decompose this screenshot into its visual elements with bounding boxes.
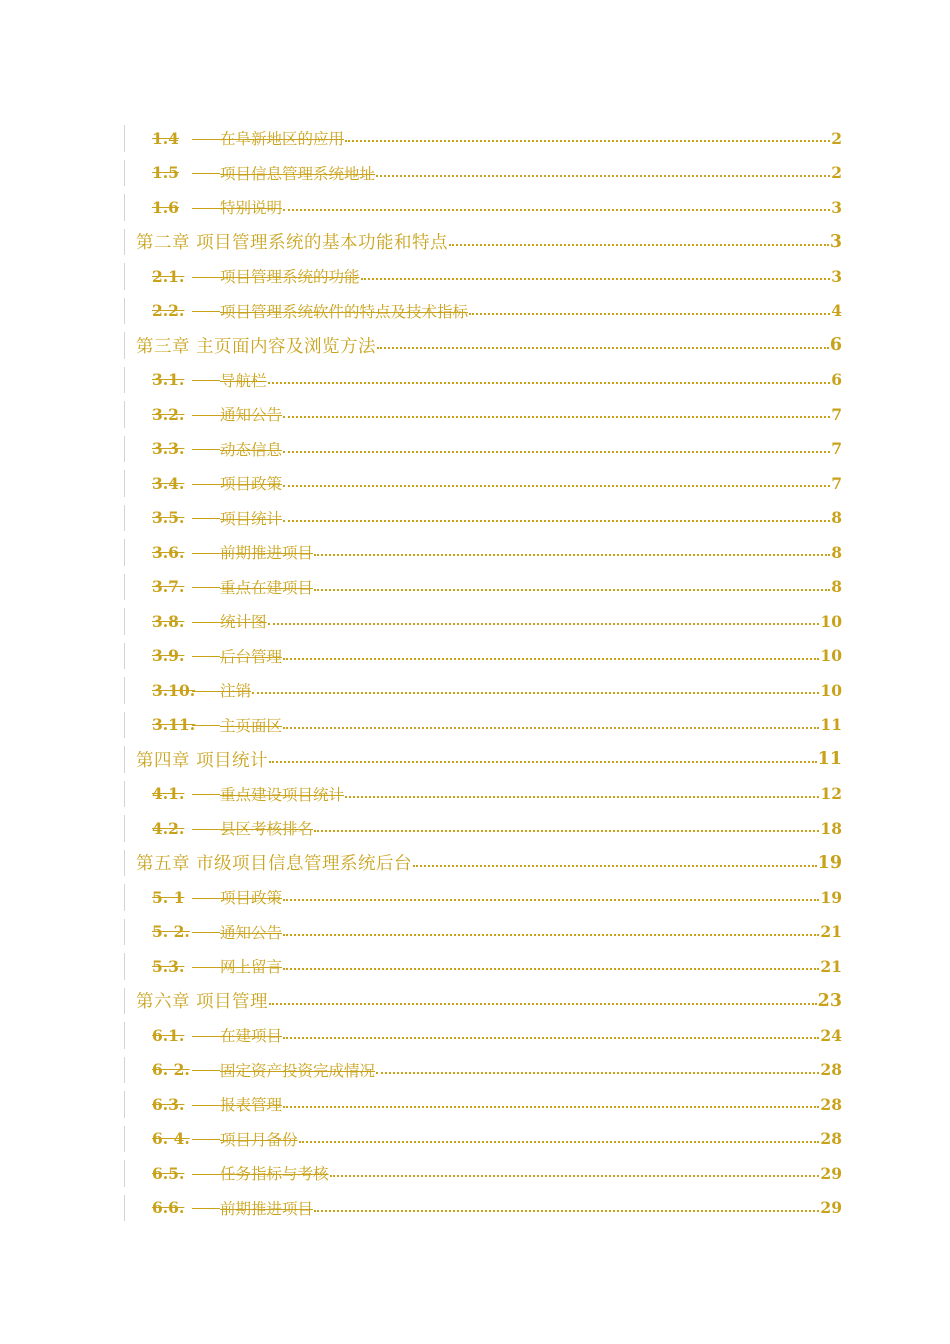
toc-section-entry[interactable] <box>124 1122 842 1157</box>
toc-number-gap-line <box>192 484 220 485</box>
toc-page-number: 11 <box>820 715 842 735</box>
toc-dot-leader <box>330 1175 820 1177</box>
toc-page-number: 11 <box>817 749 842 770</box>
toc-entry-number: 4.1. <box>152 784 185 804</box>
toc-number-gap-line <box>192 725 220 726</box>
toc-entry-title: 注销 <box>220 682 252 701</box>
margin-bar <box>124 746 125 773</box>
toc-dot-leader <box>283 209 830 211</box>
margin-bar <box>124 1195 125 1222</box>
toc-page-number: 2 <box>831 163 842 183</box>
toc-page-number: 10 <box>820 646 842 666</box>
toc-entry-title: 动态信息 <box>220 440 283 459</box>
toc-dot-leader <box>269 761 817 763</box>
toc-page-number: 12 <box>820 784 842 804</box>
toc-number-gap-line <box>192 829 220 830</box>
toc-entry-number: 6.1. <box>152 1025 185 1045</box>
toc-section-entry[interactable] <box>124 294 842 329</box>
toc-number-gap-line <box>192 967 220 968</box>
margin-bar <box>124 229 125 256</box>
toc-entry-number: 3.2. <box>152 404 185 424</box>
toc-dot-leader <box>283 658 819 660</box>
toc-dot-leader <box>283 1106 819 1108</box>
toc-entry-number: 6.5. <box>152 1163 185 1183</box>
margin-bar <box>124 263 125 290</box>
toc-section-entry[interactable] <box>124 811 842 846</box>
toc-number-gap-line <box>192 518 220 519</box>
toc-entry-number: 2.1. <box>152 266 185 286</box>
toc-entry-title: 通知公告 <box>220 406 283 425</box>
toc-page-number: 28 <box>820 1129 842 1149</box>
toc-entry-title: 重点在建项目 <box>220 578 314 597</box>
margin-bar <box>124 194 125 221</box>
toc-section-entry[interactable] <box>124 466 842 501</box>
toc-entry-number: 3.9. <box>152 646 185 666</box>
toc-entry-title: 重点建设项目统计 <box>220 785 345 804</box>
toc-entry-number: 1.4 <box>152 128 179 148</box>
toc-page-number: 6 <box>831 370 842 390</box>
margin-bar <box>124 125 125 152</box>
toc-number-gap-line <box>192 1070 220 1071</box>
toc-entry-title: 统计图 <box>220 613 267 632</box>
toc-page-number: 3 <box>831 197 842 217</box>
margin-bar <box>124 470 125 497</box>
toc-entry-number: 6.6. <box>152 1198 185 1218</box>
toc-entry-number: 4.2. <box>152 818 185 838</box>
toc-entry-title: 主页面区 <box>220 716 283 735</box>
toc-dot-leader <box>252 692 819 694</box>
toc-dot-leader <box>376 175 830 177</box>
toc-section-entry[interactable] <box>124 363 842 398</box>
toc-entry-title: 导航栏 <box>220 371 267 390</box>
toc-entry-title: 第六章 项目管理 <box>136 992 269 1013</box>
toc-number-gap-line <box>192 622 220 623</box>
margin-bar <box>124 367 125 394</box>
toc-section-entry[interactable] <box>124 708 842 743</box>
toc-number-gap-line <box>192 898 220 899</box>
toc-dot-leader <box>283 899 819 901</box>
toc-entry-title: 在建项目 <box>220 1027 283 1046</box>
toc-page-number: 21 <box>820 922 842 942</box>
toc-page-number: 10 <box>820 680 842 700</box>
toc-page-number: 7 <box>831 439 842 459</box>
toc-entry-title: 第二章 项目管理系统的基本功能和特点 <box>136 233 449 254</box>
toc-entry-number: 6.3. <box>152 1094 185 1114</box>
toc-entry-title: 网上留言 <box>220 958 283 977</box>
toc-number-gap-line <box>192 139 220 140</box>
toc-section-entry[interactable] <box>124 673 842 708</box>
toc-entry-title: 项目管理系统软件的特点及技术指标 <box>220 302 469 321</box>
toc-entry-title: 任务指标与考核 <box>220 1165 329 1184</box>
toc-dot-leader <box>283 727 819 729</box>
toc-page-number: 7 <box>831 473 842 493</box>
toc-entry-number: 3.1. <box>152 370 185 390</box>
toc-page-number: 7 <box>831 404 842 424</box>
toc-entry-number: 3.10. <box>152 680 196 700</box>
toc-number-gap-line <box>192 449 220 450</box>
toc-section-entry[interactable] <box>124 190 842 225</box>
toc-chapter-entry[interactable] <box>124 742 842 777</box>
toc-entry-number: 1.6 <box>152 197 179 217</box>
toc-entry-number: 6. 4. <box>152 1129 190 1149</box>
toc-page-number: 10 <box>820 611 842 631</box>
toc-entry-title: 特别说明 <box>220 199 283 218</box>
toc-section-entry[interactable] <box>124 1018 842 1053</box>
margin-bar <box>124 1022 125 1049</box>
margin-bar <box>124 919 125 946</box>
toc-section-entry[interactable] <box>124 570 842 605</box>
toc-page-number: 8 <box>831 508 842 528</box>
toc-number-gap-line <box>192 1174 220 1175</box>
toc-section-entry[interactable] <box>124 121 842 156</box>
toc-page-number: 24 <box>820 1025 842 1045</box>
toc-entry-title: 通知公告 <box>220 923 283 942</box>
toc-page-number: 21 <box>820 956 842 976</box>
margin-bar <box>124 712 125 739</box>
toc-section-entry[interactable] <box>124 432 842 467</box>
toc-number-gap-line <box>192 1139 220 1140</box>
toc-page-number: 2 <box>831 128 842 148</box>
toc-section-entry[interactable] <box>124 639 842 674</box>
margin-bar <box>124 643 125 670</box>
toc-section-entry[interactable] <box>124 259 842 294</box>
toc-dot-leader <box>268 382 831 384</box>
margin-bar <box>124 988 125 1015</box>
toc-dot-leader <box>283 485 830 487</box>
toc-page-number: 3 <box>831 266 842 286</box>
toc-entry-title: 项目政策 <box>220 475 283 494</box>
toc-number-gap-line <box>192 380 220 381</box>
toc-entry-number: 3.4. <box>152 473 185 493</box>
margin-bar <box>124 298 125 325</box>
toc-dot-leader <box>345 140 830 142</box>
toc-entry-number: 3.6. <box>152 542 185 562</box>
toc-dot-leader <box>283 451 830 453</box>
toc-dot-leader <box>376 1072 819 1074</box>
toc-entry-title: 第四章 项目统计 <box>136 750 269 771</box>
toc-number-gap-line <box>192 311 220 312</box>
toc-entry-title: 项目管理系统的功能 <box>220 268 360 287</box>
toc-dot-leader <box>268 623 820 625</box>
toc-section-entry[interactable] <box>124 1087 842 1122</box>
toc-dot-leader <box>377 347 829 349</box>
margin-bar <box>124 677 125 704</box>
toc-number-gap-line <box>192 691 220 692</box>
toc-number-gap-line <box>192 794 220 795</box>
toc-page-number: 3 <box>829 231 842 252</box>
toc-dot-leader <box>299 1141 820 1143</box>
margin-bar <box>124 608 125 635</box>
toc-entry-number: 5. 2. <box>152 922 190 942</box>
toc-entry-title: 报表管理 <box>220 1096 283 1115</box>
toc-section-entry[interactable] <box>124 949 842 984</box>
toc-section-entry[interactable] <box>124 535 842 570</box>
margin-bar <box>124 401 125 428</box>
toc-chapter-entry[interactable] <box>124 984 842 1019</box>
toc-dot-leader <box>345 796 819 798</box>
toc-page-number: 4 <box>831 301 842 321</box>
toc-page-number: 6 <box>829 335 842 356</box>
toc-chapter-entry[interactable] <box>124 846 842 881</box>
toc-section-entry[interactable] <box>124 156 842 191</box>
margin-bar <box>124 160 125 187</box>
margin-bar <box>124 1091 125 1118</box>
toc-number-gap-line <box>192 1036 220 1037</box>
toc-number-gap-line <box>192 277 220 278</box>
toc-page-number: 18 <box>820 818 842 838</box>
toc-section-entry[interactable] <box>124 604 842 639</box>
toc-dot-leader <box>413 865 817 867</box>
margin-bar <box>124 1057 125 1084</box>
toc-number-gap-line <box>192 208 220 209</box>
toc-entry-number: 3.5. <box>152 508 185 528</box>
toc-page-number: 8 <box>831 577 842 597</box>
toc-entry-title: 固定资产投资完成情况 <box>220 1061 376 1080</box>
toc-page-number: 28 <box>820 1094 842 1114</box>
toc-dot-leader <box>283 968 819 970</box>
margin-bar <box>124 953 125 980</box>
toc-section-entry[interactable] <box>124 397 842 432</box>
margin-bar <box>124 505 125 532</box>
toc-entry-title: 县区考核排名 <box>220 820 314 839</box>
toc-entry-title: 项目政策 <box>220 889 283 908</box>
toc-dot-leader <box>469 313 830 315</box>
toc-entry-number: 5.3. <box>152 956 185 976</box>
toc-section-entry[interactable] <box>124 915 842 950</box>
toc-dot-leader <box>314 1210 819 1212</box>
margin-bar <box>124 815 125 842</box>
toc-page-number: 8 <box>831 542 842 562</box>
margin-bar <box>124 1126 125 1153</box>
toc-entry-number: 3.7. <box>152 577 185 597</box>
toc-number-gap-line <box>192 1105 220 1106</box>
toc-dot-leader <box>449 244 829 246</box>
toc-entry-title: 在阜新地区的应用 <box>220 130 345 149</box>
toc-entry-number: 6. 2. <box>152 1060 190 1080</box>
toc-dot-leader <box>314 830 819 832</box>
margin-bar <box>124 781 125 808</box>
toc-chapter-entry[interactable] <box>124 225 842 260</box>
toc-entry-title: 项目月备份 <box>220 1130 298 1149</box>
toc-entry-title: 前期推进项目 <box>220 544 314 563</box>
toc-entry-number: 1.5 <box>152 163 179 183</box>
table-of-contents <box>124 121 842 1225</box>
toc-number-gap-line <box>192 553 220 554</box>
toc-entry-title: 项目统计 <box>220 509 283 528</box>
toc-dot-leader <box>283 934 819 936</box>
toc-page-number: 23 <box>817 990 842 1011</box>
toc-number-gap-line <box>192 587 220 588</box>
toc-entry-number: 3.11. <box>152 715 196 735</box>
toc-number-gap-line <box>192 173 220 174</box>
toc-dot-leader <box>314 589 830 591</box>
toc-section-entry[interactable] <box>124 1156 842 1191</box>
margin-bar <box>124 1160 125 1187</box>
toc-page-number: 29 <box>820 1198 842 1218</box>
toc-entry-number: 2.2. <box>152 301 185 321</box>
toc-dot-leader <box>361 278 831 280</box>
toc-entry-number: 3.3. <box>152 439 185 459</box>
toc-dot-leader <box>269 1003 817 1005</box>
toc-dot-leader <box>283 520 830 522</box>
margin-bar <box>124 850 125 877</box>
toc-number-gap-line <box>192 656 220 657</box>
toc-section-entry[interactable] <box>124 1053 842 1088</box>
toc-entry-title: 项目信息管理系统地址 <box>220 164 376 183</box>
toc-number-gap-line <box>192 1208 220 1209</box>
toc-section-entry[interactable] <box>124 777 842 812</box>
margin-bar <box>124 574 125 601</box>
toc-entry-number: 5. 1 <box>152 887 185 907</box>
toc-page-number: 19 <box>817 852 842 873</box>
margin-bar <box>124 436 125 463</box>
toc-entry-number: 3.8. <box>152 611 185 631</box>
toc-page-number: 29 <box>820 1163 842 1183</box>
toc-entry-title: 第五章 市级项目信息管理系统后台 <box>136 854 413 875</box>
margin-bar <box>124 332 125 359</box>
toc-dot-leader <box>283 416 830 418</box>
margin-bar <box>124 539 125 566</box>
toc-number-gap-line <box>192 932 220 933</box>
toc-page-number: 28 <box>820 1060 842 1080</box>
margin-bar <box>124 884 125 911</box>
toc-entry-title: 后台管理 <box>220 647 283 666</box>
toc-section-entry[interactable] <box>124 1191 842 1226</box>
toc-dot-leader <box>314 554 830 556</box>
toc-section-entry[interactable] <box>124 501 842 536</box>
toc-entry-title: 第三章 主页面内容及浏览方法 <box>136 336 377 357</box>
toc-chapter-entry[interactable] <box>124 328 842 363</box>
toc-entry-title: 前期推进项目 <box>220 1199 314 1218</box>
toc-dot-leader <box>283 1037 819 1039</box>
toc-number-gap-line <box>192 415 220 416</box>
toc-section-entry[interactable] <box>124 880 842 915</box>
toc-page-number: 19 <box>820 887 842 907</box>
